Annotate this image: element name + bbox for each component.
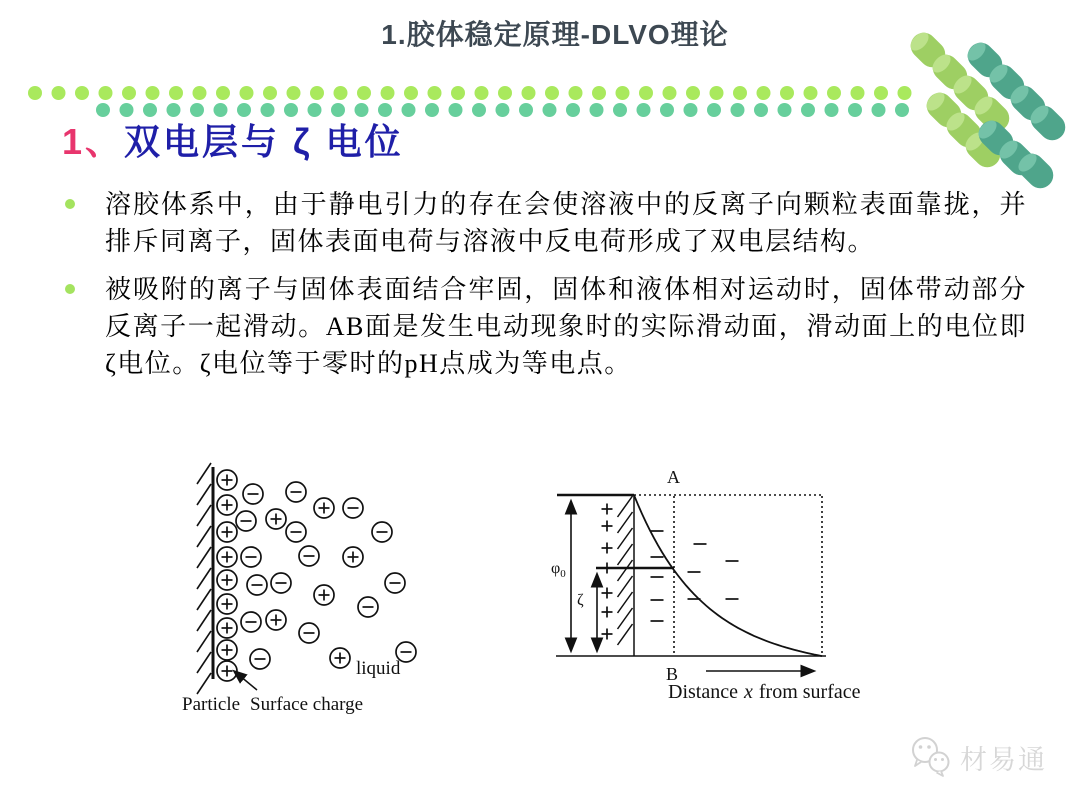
negative-ion bbox=[343, 498, 363, 518]
heading-number: 1、 bbox=[62, 121, 125, 162]
negative-ion bbox=[286, 522, 306, 542]
negative-ion bbox=[250, 649, 270, 669]
dots-decoration bbox=[28, 86, 912, 117]
watermark-text: 材易通 bbox=[960, 744, 1047, 775]
negative-ion bbox=[271, 573, 291, 593]
negative-ion bbox=[358, 597, 378, 617]
beads-decoration bbox=[905, 27, 1070, 193]
negative-ion bbox=[241, 612, 261, 632]
surface-charge-label: Surface charge bbox=[250, 694, 364, 715]
plane-b-label: B bbox=[666, 664, 679, 684]
negative-ion bbox=[243, 484, 263, 504]
negative-ion bbox=[299, 546, 319, 566]
positive-ion bbox=[266, 610, 286, 630]
potential-curve-lines bbox=[556, 495, 826, 671]
negative-ion bbox=[299, 623, 319, 643]
watermark bbox=[908, 736, 1047, 778]
positive-ion bbox=[330, 648, 350, 668]
negative-ion bbox=[241, 547, 261, 567]
x-axis-label: Distance x from surface bbox=[668, 681, 861, 703]
negative-ion bbox=[286, 482, 306, 502]
wechat-logo-icon bbox=[908, 736, 954, 778]
positive-ion bbox=[217, 570, 237, 590]
positive-ion bbox=[314, 585, 334, 605]
positive-ion bbox=[217, 522, 237, 542]
positive-ion bbox=[343, 547, 363, 567]
negative-ion bbox=[385, 573, 405, 593]
slide-title: 1.胶体稳定原理-DLVO理论 bbox=[381, 19, 729, 50]
heading-text: 双电层与 ζ 电位 bbox=[124, 121, 404, 162]
zeta-label: ζ bbox=[577, 592, 584, 609]
positive-ion bbox=[266, 509, 286, 529]
negative-ion bbox=[236, 511, 256, 531]
phi0-label: $\varphi_0$ bbox=[551, 560, 566, 580]
positive-ion bbox=[217, 470, 237, 490]
particle-label: Particle bbox=[182, 694, 241, 715]
bullet-text: 溶胶体系中，由于静电引力的存在会使溶液中的反离子向颗粒表面靠拢，并排斥同离子，固体表面电荷与溶液中反电荷形成了双电层结构。 bbox=[105, 190, 1027, 256]
positive-ion bbox=[217, 640, 237, 660]
positive-ion bbox=[217, 547, 237, 567]
positive-ion bbox=[217, 495, 237, 515]
double-layer-diagram bbox=[182, 463, 416, 715]
positive-ion bbox=[217, 618, 237, 638]
plane-a-label: A bbox=[667, 467, 680, 487]
positive-ion bbox=[217, 594, 237, 614]
negative-ion bbox=[247, 575, 267, 595]
liquid-label: liquid bbox=[356, 658, 401, 679]
potential-curve-diagram bbox=[551, 467, 861, 703]
negative-ion bbox=[372, 522, 392, 542]
bullet-text: 被吸附的离子与固体表面结合牢固，固体和液体相对运动时，固体带动部分反离子一起滑动。AB面是发生电动现象时的实际滑动面，滑动面上的电位即ζ电位。ζ电位等于零时的pH点成为等电点。 bbox=[105, 275, 1027, 378]
positive-ion bbox=[314, 498, 334, 518]
